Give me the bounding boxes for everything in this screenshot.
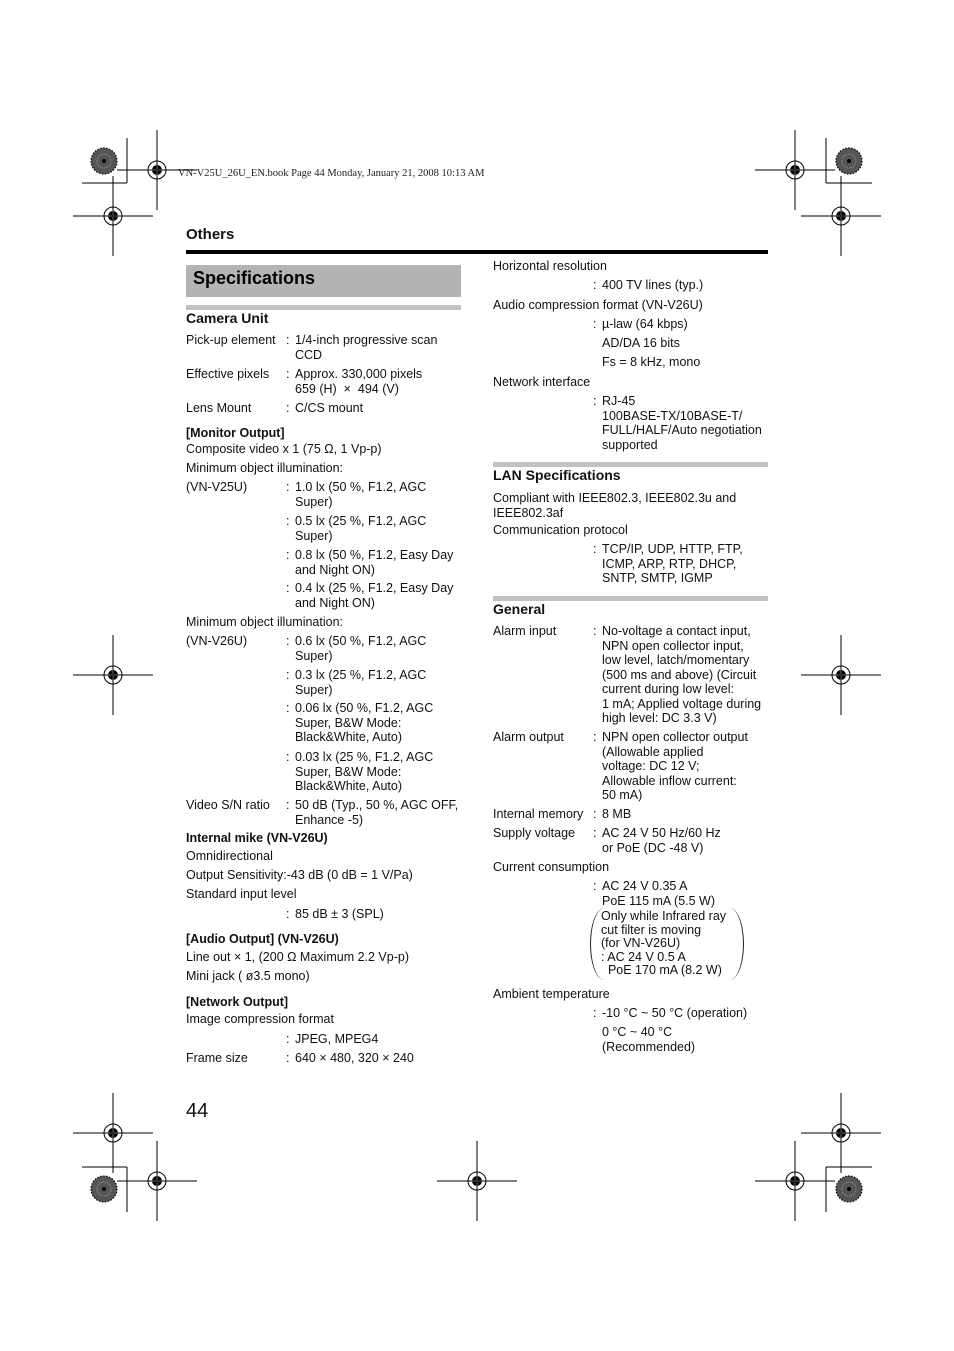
spec-label: (VN-V26U) xyxy=(186,634,248,648)
colon: : xyxy=(286,480,290,494)
spec-value: Approx. 330,000 pixels 659 (H) × 494 (V) xyxy=(295,367,423,396)
spec-value: 1/4-inch progressive scan CCD xyxy=(295,333,438,362)
spec-text: Line out × 1, (200 Ω Maximum 2.2 Vp-p) xyxy=(186,950,409,964)
colon: : xyxy=(286,1032,290,1046)
spec-value: 640 × 480, 320 × 240 xyxy=(295,1051,414,1065)
spec-value: C/CS mount xyxy=(295,401,364,415)
page-number: 44 xyxy=(186,1100,209,1122)
colon: : xyxy=(593,1006,597,1020)
spec-text: Output Sensitivity:-43 dB (0 dB = 1 V/Pa) xyxy=(186,868,413,882)
colon: : xyxy=(286,367,290,381)
spec-label: Alarm output xyxy=(493,730,564,744)
spec-text: Standard input level xyxy=(186,887,297,901)
ir-note: Only while Infrared ray cut filter is moving (for VN-V26U) : AC 24 V 0.5 A PoE 170 mA (8.2 W) xyxy=(601,909,727,977)
spec-value: 50 dB (Typ., 50 %, AGC OFF, Enhance -5) xyxy=(295,798,459,827)
spec-label: Lens Mount xyxy=(186,401,252,415)
spec-value: AD/DA 16 bits xyxy=(602,336,680,350)
colon: : xyxy=(286,701,290,715)
spec-value: 400 TV lines (typ.) xyxy=(602,278,704,292)
title-box xyxy=(186,265,461,297)
colon: : xyxy=(286,750,290,764)
spec-text: Ambient temperature xyxy=(493,987,610,1001)
spec-text: Composite video x 1 (75 Ω, 1 Vp-p) xyxy=(186,442,382,456)
spec-text: Network interface xyxy=(493,375,591,389)
spec-value: 0.06 lx (50 %, F1.2, AGC Super, B&W Mode: Black&White, Auto) xyxy=(295,701,434,744)
spec-value: 1.0 lx (50 %, F1.2, AGC Super) xyxy=(295,480,427,509)
colon: : xyxy=(286,514,290,528)
network-output-heading: [Network Output] xyxy=(186,995,289,1009)
spec-text: Minimum object illumination: xyxy=(186,461,344,475)
page-title: Specifications xyxy=(193,268,316,288)
colon: : xyxy=(593,730,597,744)
spec-value: AC 24 V 50 Hz/60 Hz or PoE (DC -48 V) xyxy=(602,826,721,855)
camera-unit-heading: Camera Unit xyxy=(186,310,269,326)
general-heading: General xyxy=(493,601,546,617)
spec-value: 0.5 lx (25 %, F1.2, AGC Super) xyxy=(295,514,427,543)
colon: : xyxy=(593,542,597,556)
spec-text: Horizontal resolution xyxy=(493,259,607,273)
spec-label: Supply voltage xyxy=(493,826,576,840)
spec-label: Video S/N ratio xyxy=(186,798,270,812)
colon: : xyxy=(286,581,290,595)
spec-label: Effective pixels xyxy=(186,367,270,381)
spec-value: RJ-45 100BASE-TX/10BASE-T/ FULL/HALF/Auto negotiation supported xyxy=(602,394,762,452)
spec-text: Audio compression format (VN-V26U) xyxy=(493,298,703,312)
colon: : xyxy=(593,317,597,331)
spec-label: Internal memory xyxy=(493,807,584,821)
audio-output-heading: [Audio Output] (VN-V26U) xyxy=(186,932,339,946)
spec-value: 0.4 lx (25 %, F1.2, Easy Day and Night ON) xyxy=(295,581,454,610)
colon: : xyxy=(593,278,597,292)
spec-value: 0.3 lx (25 %, F1.2, AGC Super) xyxy=(295,668,427,697)
top-rule xyxy=(186,250,768,254)
spec-value: TCP/IP, UDP, HTTP, FTP, ICMP, ARP, RTP, DHCP, SNTP, SMTP, IGMP xyxy=(602,542,743,585)
spec-value: 0 °C ~ 40 °C (Recommended) xyxy=(602,1025,696,1054)
colon: : xyxy=(286,907,290,921)
colon: : xyxy=(593,826,597,840)
book-header-info: VN-V25U_26U_EN.book Page 44 Monday, January 21, 2008 10:13 AM xyxy=(178,168,485,179)
section-label: Others xyxy=(186,226,235,243)
colon: : xyxy=(593,807,597,821)
monitor-output-heading: [Monitor Output] xyxy=(186,426,285,440)
spec-value: No-voltage a contact input, NPN open collector input, low level, latch/momentary (500 ms and above) (Circuit current during low level: 1 mA; Applied voltage during high level: DC 3.3 V) xyxy=(602,624,762,725)
spec-label: Alarm input xyxy=(493,624,557,638)
colon: : xyxy=(593,624,597,638)
spec-text: Communication protocol xyxy=(493,523,628,537)
spec-label: Frame size xyxy=(186,1051,248,1065)
spec-text: Current consumption xyxy=(493,860,610,874)
internal-mike-heading: Internal mike (VN-V26U) xyxy=(186,831,328,845)
spec-label: Pick-up element xyxy=(186,333,276,347)
spec-text: Omnidirectional xyxy=(186,849,273,863)
spec-value: µ-law (64 kbps) xyxy=(602,317,688,331)
spec-text: Compliant with IEEE802.3, IEEE802.3u and IEEE802.3af xyxy=(493,491,737,520)
spec-label: (VN-V25U) xyxy=(186,480,248,494)
colon: : xyxy=(286,1051,290,1065)
spec-text: Minimum object illumination: xyxy=(186,615,344,629)
lan-heading: LAN Specifications xyxy=(493,467,621,483)
colon: : xyxy=(286,548,290,562)
spec-text: Mini jack ( ø3.5 mono) xyxy=(186,969,310,983)
colon: : xyxy=(593,394,597,408)
colon: : xyxy=(286,333,290,347)
colon: : xyxy=(286,401,290,415)
spec-value: Fs = 8 kHz, mono xyxy=(602,355,701,369)
colon: : xyxy=(286,798,290,812)
spec-value: 0.03 lx (25 %, F1.2, AGC Super, B&W Mode: Black&White, Auto) xyxy=(295,750,434,793)
spec-value: 0.8 lx (50 %, F1.2, Easy Day and Night ON) xyxy=(295,548,454,577)
spec-value: 0.6 lx (50 %, F1.2, AGC Super) xyxy=(295,634,427,663)
spec-value: AC 24 V 0.35 A PoE 115 mA (5.5 W) xyxy=(602,879,716,908)
spec-value: NPN open collector output (Allowable applied voltage: DC 12 V; Allowable inflow current: 50 mA) xyxy=(602,730,748,802)
spec-value: JPEG, MPEG4 xyxy=(295,1032,379,1046)
spec-value: -10 °C ~ 50 °C (operation) xyxy=(602,1006,748,1020)
spec-value: 85 dB ± 3 (SPL) xyxy=(295,907,384,921)
colon: : xyxy=(286,668,290,682)
colon: : xyxy=(286,634,290,648)
colon: : xyxy=(593,879,597,893)
spec-text: Image compression format xyxy=(186,1012,334,1026)
spec-value: 8 MB xyxy=(602,807,632,821)
